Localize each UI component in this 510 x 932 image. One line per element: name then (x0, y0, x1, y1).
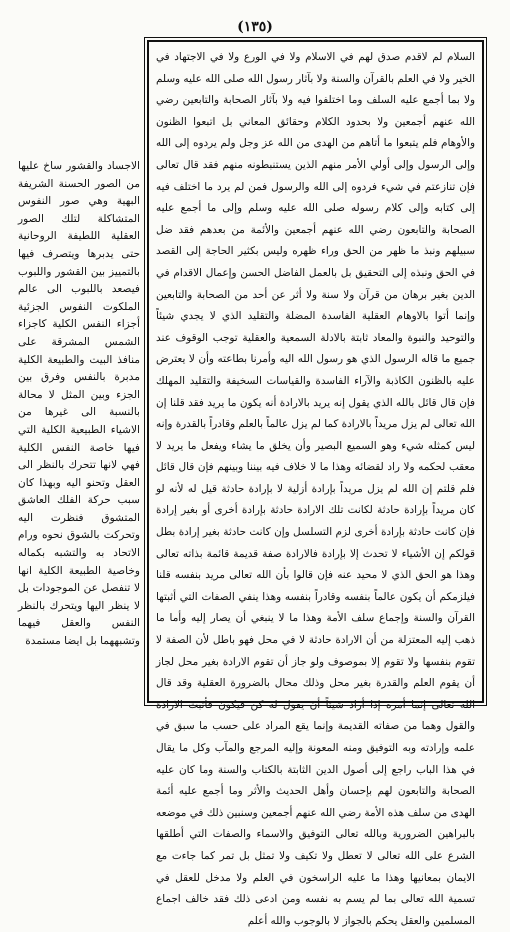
main-text-body (149, 42, 482, 927)
margin-commentary (18, 158, 140, 718)
page-number: (١٣٥) (237, 19, 273, 35)
margin-paragraph: الاجساد والقشور ساخ عليها من الصور الحسنة الشريفة البهية وهي صور النفوس المتشاكلة لتلك الصور العقلية اللطيفة الروحانية حتى يدبرها ويتصرف فيها بالتمييز بين القشور واللبوب فيصعد باللبوب الى عالم الملكوت النفوس الجزئية أجزاء النفس الكلية كاجزاء الشمس المشرقة على منافذ البيت والطبيعة الكلية مدبرة بالنفس وفرق بين الجزء وبين المثل لا محالة بالنسبة الى غيرها من الاشياء الطبيعية الكلية التي فيها خاصة النفس الكلية فهي لانها تتحرك بالنظر الى العقل وتحنو اليه وبهذا كان سبب حركة الفلك العاشق المتشوق فنظرت اليه وتحركت بالشوق نحوه ورام الاتحاد به والتشبه بكماله وخاصية الطبيعة الكلية انها لا تنفصل عن الموجودات بل لا ينظر اليها ويتحرك بالنظر النفس والعقل فيهما وتشبههما بل ايضا مستمدة (18, 160, 140, 648)
main-text-frame (147, 40, 484, 927)
main-paragraph: السلام لم لاقدم صدق لهم في الاسلام ولا في الورع ولا في الاجتهاد في الخير ولا في العلم بالقرآن والسنة ولا بآثار رسول الله صلى الله عليه وسلم ولا بما أجمع عليه السلف وما اختلفوا فيه ولا بآثار الصحابة والتابعين رضي الله عنهم أجمعين ولا بحدود الكلام وحقائق المعاني بل اتبعوا الظنون والأوهام فلم يتبعوا ما أتاهم من الهدى من الله عز وجل ولم يردوه إلى الله وإلى الرسول وإلى أولي الأمر منهم الذين يستنبطونه منهم فقد قال تعالى فإن تنازعتم في شيء فردوه إلى الله والرسول فمن لم يرد ما اختلف فيه إلى كتابه وإلى كلام رسوله صلى الله عليه وسلم وإلى ما أجمع عليه الصحابة والتابعون رضي الله عنهم أجمعين والأئمة من بعدهم فقد ضل سبيلهم ونبذ ما ظهر من الحق وراء ظهره وليس بكثير الحاجة إلى القصد في الحق ونبذه إلى التحقيق بل بالعمل الفاضل الحسن وإعمال الاقدام في الدين بغير برهان من قرآن ولا سنة ولا أثر عن أحد من الصحابة والتابعين وإنما أتوا بالاوهام العقلية الفاسدة المضلة والتقليد الذي لا يجدي شيئاً والتوحيد والنبوة والمعاد ثابتة بالادلة السمعية والعقلية توجب الوقوف عند جميع ما قاله الرسول الذي هو رسول الله اليه وأمرنا بطاعته وأن لا يعترض عليه بالظنون الكاذبة والآراء الفاسدة والقياسات السخيفة والتقليد المهلك فإن قال قائل بالله الذي يقول إنه يريد بالارادة أنه يكون ما يريد فقد قلنا إن الله تعالى لم يزل مريداً بالارادة كما لم يزل عالماً بالعلم وقادراً بالقدرة وإنه ليس كمثله شيء وهو السميع البصير وأن يخلق ما يشاء ويفعل ما يريد لا معقب لحكمه ولا راد لقضائه وهذا ما لا خلاف فيه بيننا وبينهم فإن قال قائل فلم قلتم إن الله لم يزل مريداً بإرادة أزلية لا بإرادة حادثة قيل له لأنه لو كان مريداً بإرادة حادثة لكانت تلك الارادة حادثة بإرادة أخرى أو بغير إرادة فإن كانت حادثة بإرادة أخرى لزم التسلسل وإن كانت حادثة بغير إرادة بطل قولكم إن الأشياء لا تحدث إلا بإرادة فالارادة صفة قديمة قائمة بذاته تعالى وهذا هو الحق الذي لا محيد عنه فإن قالوا بأن الله تعالى مريد بنفسه قلنا فيلزمكم أن يكون عالماً بنفسه وقادراً بنفسه وهذا ينفي الصفات التي أثبتها القرآن والسنة وإجماع سلف الأمة وهذا ما لا ينبغي أن يصار إليه وأما ما ذهب إليه المعتزلة من أن الارادة حادثة لا في محل فهو باطل لأن الصفة لا تقوم بنفسها ولا تقوم إلا بموصوف ولو جاز أن تقوم الارادة بغير محل لجاز أن يقوم العلم والقدرة بغير محل وذلك محال بالضرورة العقلية وقد قال الله تعالى إنما أمره إذا أراد شيئاً أن يقول له كن فيكون فأثبت الارادة والقول وهما من صفاته القديمة وإنما يقع المراد على حسب ما سبق في علمه وإرادته وبه التوفيق ومنه المعونة وإليه المرجع والمآب وكل ما يقال في هذا الباب راجع إلى أصول الدين الثابتة بالكتاب والسنة وما كان عليه الصحابة والتابعون لهم بإحسان وأهل الحديث والأثر وما أجمع عليه أئمة الهدى من سلف هذه الأمة رضي الله عنهم أجمعين وسنبين ذلك في موضعه بالبراهين الضرورية وبالله تعالى التوفيق والاسماء والصفات التي أطلقها الشرع على الله تعالى لا تعطل ولا تكيف ولا تمثل بل تمر كما جاءت مع الايمان بمعانيها وهذا ما عليه الراسخون في العلم ولا مدخل للعقل في تسمية الله تعالى بما لم يسم به نفسه ومن ادعى ذلك فقد خالف اجماع المسلمين والعقل يحكم بالجواز لا بالوجوب والله أعلم (156, 51, 475, 927)
